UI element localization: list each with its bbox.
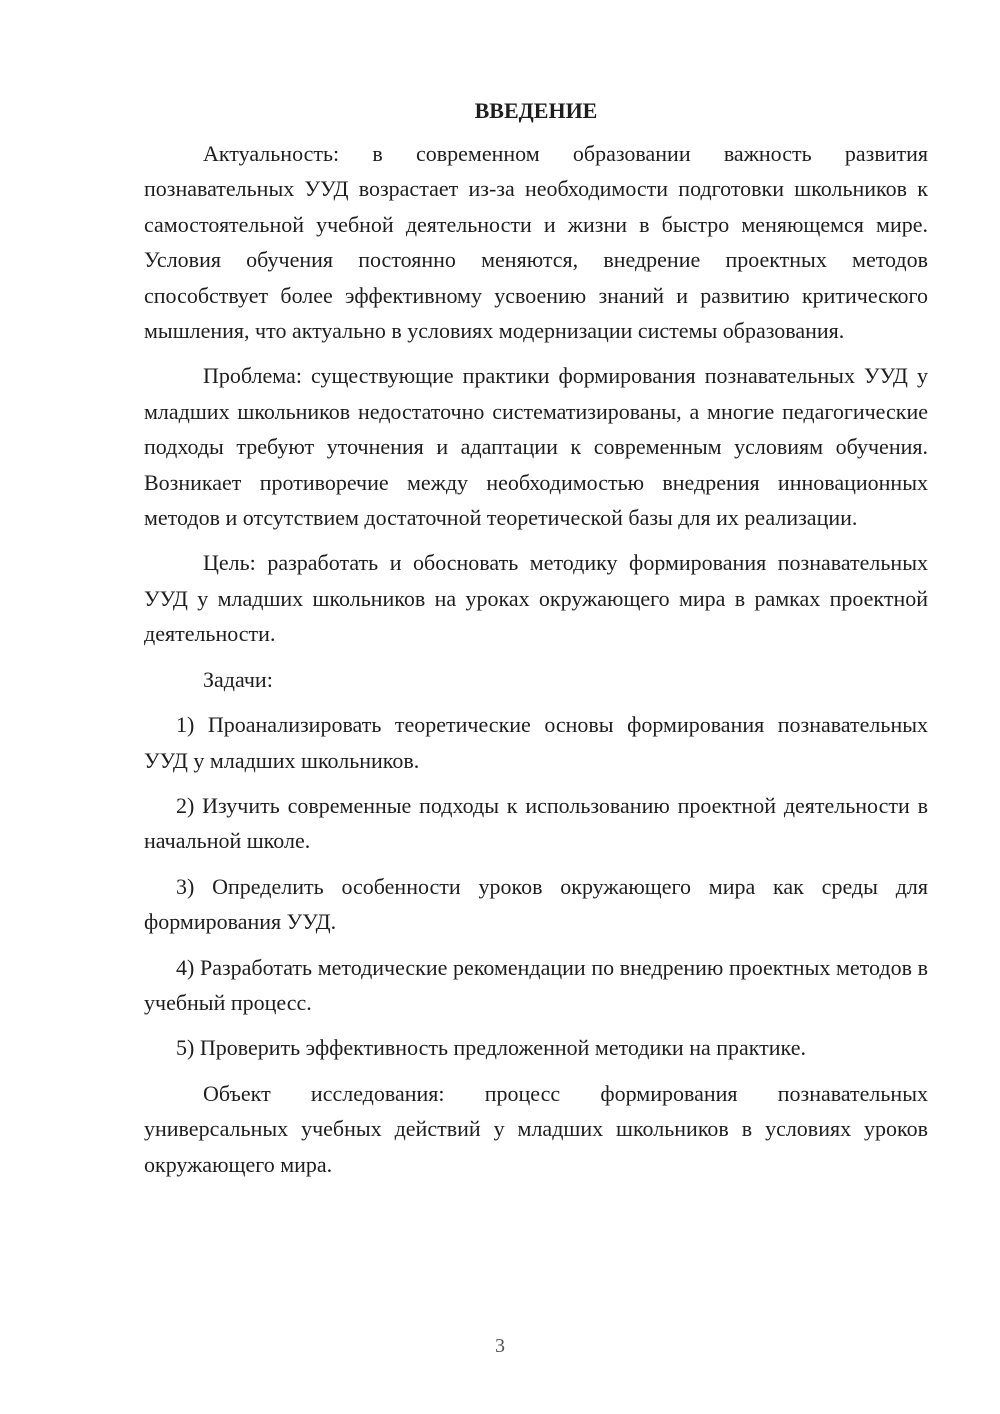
- paragraph-problem: Проблема: существующие практики формирования познавательных УУД у младших школьников недостаточно систематизированы, а многие педагогические подходы требуют уточнения и адаптации к современным условиям обучения. Возникает противоречие между необходимостью внедрения инновационных методов и отсутствием достаточной теоретической базы для их реализации.: [144, 363, 928, 531]
- page-body: [144, 96, 928, 1192]
- task-item: 5) Проверить эффективность предложенной методики на практике.: [176, 1035, 806, 1061]
- paragraph-goal: Цель: разработать и обосновать методику формирования познавательных УУД у младших школьников на уроках окружающего мира в рамках проектной деятельности.: [144, 550, 928, 647]
- task-item: 1) Проанализировать теоретические основы формирования познавательных УУД у младших школьников.: [144, 712, 928, 773]
- section-title: ВВЕДЕНИЕ: [474, 98, 598, 123]
- paragraph-object: Объект исследования: процесс формирования познавательных универсальных учебных действий у младших школьников в условиях уроков окружающего мира.: [144, 1080, 928, 1177]
- task-item: 3) Определить особенности уроков окружающего мира как среды для формирования УУД.: [144, 873, 928, 935]
- task-item: 2) Изучить современные подходы к использованию проектной деятельности в начальной школе.: [144, 792, 928, 854]
- tasks-list: [144, 707, 928, 1066]
- task-item: 4) Разработать методические рекомендации по внедрению проектных методов в учебный процесс.: [144, 954, 928, 1015]
- page-number: 3: [495, 1335, 505, 1357]
- paragraph-relevance: Актуальность: в современном образовании важность развития познавательных УУД возрастает из-за необходимости подготовки школьников к самостоятельной учебной деятельности и жизни в быстро меняющемся мире. Условия обучения постоянно меняются, внедрение проектных методов способствует более эффективному усвоению знаний и развитию критического мышления, что актуально в условиях модернизации системы образования.: [144, 141, 928, 344]
- tasks-heading: Задачи:: [203, 666, 273, 692]
